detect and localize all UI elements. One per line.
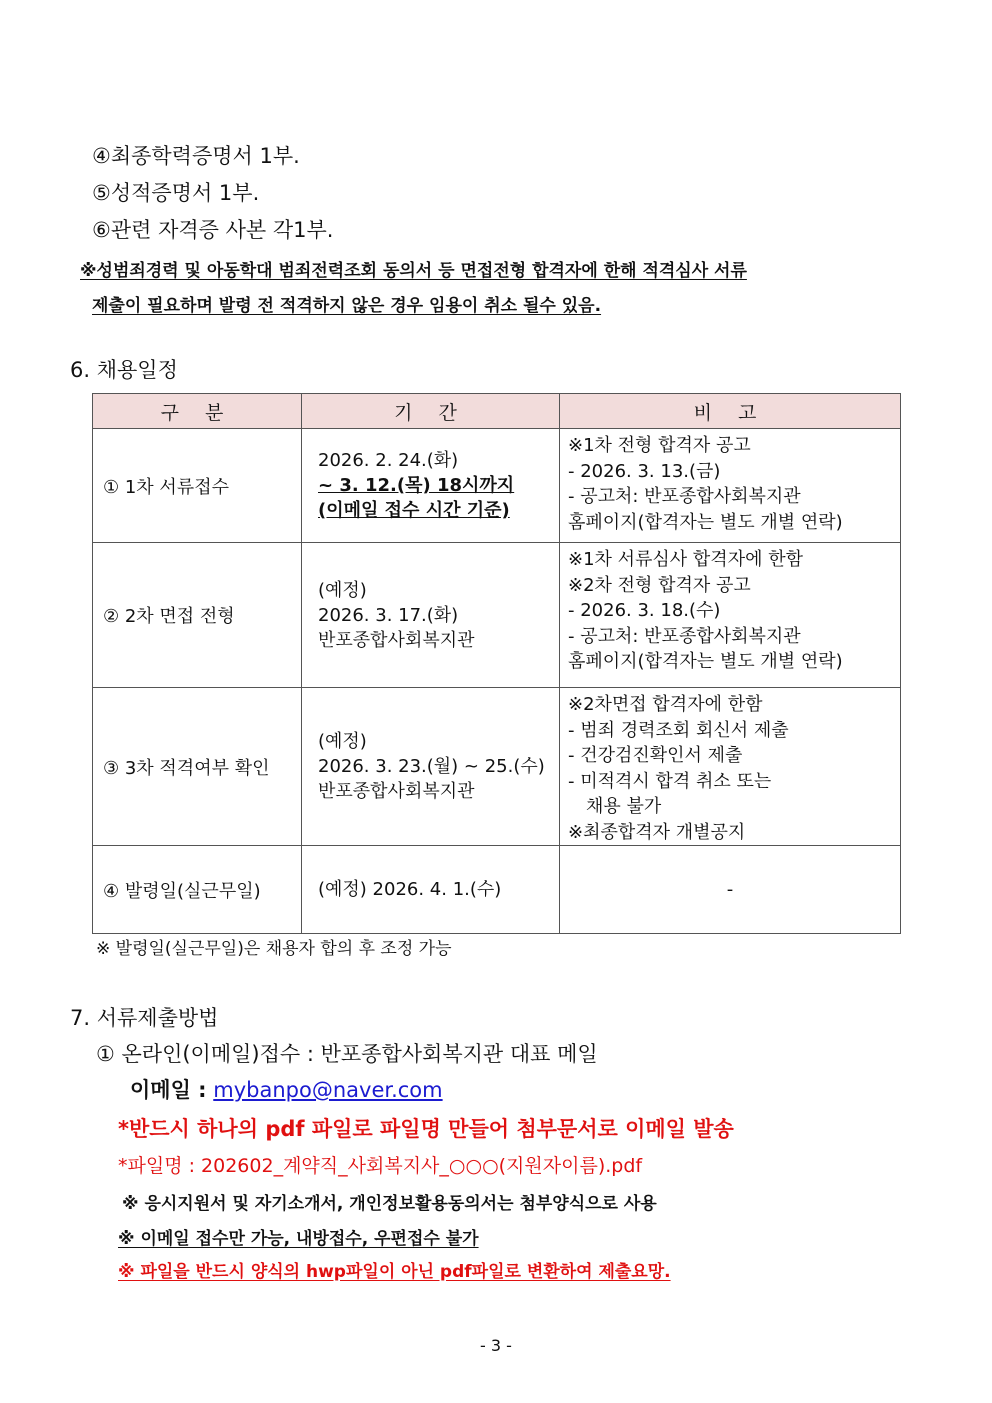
forms-note: ※ 응시지원서 및 자기소개서, 개인정보활용동의서는 첨부양식으로 사용 (122, 1194, 657, 1214)
remark-line: ※1차 서류심사 합격자에 한함 (568, 549, 803, 570)
header-remarks: 비 고 (560, 394, 901, 429)
period-cell (302, 429, 560, 543)
remark-line: ※1차 전형 합격자 공고 (568, 435, 751, 456)
period-line: 2026. 3. 17.(화) (318, 604, 459, 626)
stage-cell: ② 2차 면접 전형 (93, 543, 302, 688)
remark-line: ※2차 전형 합격자 공고 (568, 574, 751, 596)
period-line: 2026. 2. 24.(화) (318, 450, 459, 471)
email-label: 이메일 : (130, 1078, 207, 1102)
stage-cell: ① 1차 서류접수 (93, 429, 302, 543)
convert-note: ※ 파일을 반드시 양식의 hwp파일이 아닌 pdf파일로 변환하여 제출요망. (118, 1262, 671, 1282)
period-line: (예정) (318, 731, 367, 752)
remarks-cell (560, 688, 901, 846)
table-row (93, 846, 901, 934)
table-row (93, 688, 901, 846)
online-submission-line: ① 온라인(이메일)접수 : 반포종합사회복지관 대표 메일 (96, 1042, 598, 1066)
email-line (130, 1074, 443, 1104)
stage-cell: ④ 발령일(실근무일) (93, 846, 302, 934)
section-title-submission: 7. 서류제출방법 (70, 1006, 219, 1030)
remark-line: ※최종합격자 개별공지 (568, 821, 746, 843)
period-line: (예정) 2026. 4. 1.(수) (318, 879, 502, 900)
remark-line: - 건강검진확인서 제출 (568, 745, 743, 766)
pdf-note: *반드시 하나의 pdf 파일로 파일명 만들어 첨부문서로 이메일 발송 (118, 1117, 734, 1141)
remark-line: 채용 불가 (586, 796, 662, 817)
document-item-license-copy: ⑥관련 자격증 사본 각1부. (92, 218, 334, 242)
period-cell (302, 543, 560, 688)
remark-line: 홈페이지(합격자는 별도 개별 연락) (568, 651, 843, 672)
remarks-cell (560, 429, 901, 543)
period-line: 2026. 3. 23.(월) ~ 25.(수) (318, 756, 545, 777)
document-item-grade-certificate: ⑤성적증명서 1부. (92, 181, 260, 205)
remark-line: - 범죄 경력조회 회신서 제출 (568, 719, 789, 741)
remark-line: - 2026. 3. 13.(금) (568, 460, 721, 482)
page-number: - 3 - (480, 1336, 512, 1355)
email-link[interactable]: mybanpo@naver.com (213, 1078, 443, 1102)
header-period: 기 간 (302, 394, 560, 429)
remarks-cell (560, 543, 901, 688)
remarks-cell: - (560, 846, 901, 934)
remark-line: - 공고처: 반포종합사회복지관 (568, 486, 801, 507)
table-row (93, 543, 901, 688)
document-item-transcript-diploma: ④최종학력증명서 1부. (92, 144, 300, 168)
remark-line: 홈페이지(합격자는 별도 개별 연락) (568, 511, 843, 533)
table-header-row (93, 394, 901, 429)
section-title-schedule: 6. 채용일정 (70, 358, 178, 382)
period-line: 반포종합사회복지관 (318, 629, 475, 651)
stage-cell: ③ 3차 적격여부 확인 (93, 688, 302, 846)
remark-line: - 공고처: 반포종합사회복지관 (568, 625, 801, 647)
table-row (93, 429, 901, 543)
period-cell (302, 846, 560, 934)
filename-note: *파일명 : 202602_계약직_사회복지사_○○○(지원자이름).pdf (118, 1155, 643, 1177)
notice-line-2: 제출이 필요하며 발령 전 적격하지 않은 경우 임용이 취소 될수 있음. (92, 296, 602, 316)
period-line: (예정) (318, 579, 367, 601)
schedule-table (92, 393, 901, 934)
period-deadline: ~ 3. 12.(목) 18시까지 (318, 475, 515, 496)
period-line: 반포종합사회복지관 (318, 781, 475, 802)
notice-line-1: ※성범죄경력 및 아동학대 범죄전력조회 동의서 등 면접전형 합격자에 한해 적격심사 서류 (80, 261, 747, 281)
remark-line: - 2026. 3. 18.(수) (568, 600, 721, 621)
period-basis: (이메일 접수 시간 기준) (318, 500, 510, 521)
header-category: 구 분 (93, 394, 302, 429)
period-cell (302, 688, 560, 846)
schedule-footnote: ※ 발령일(실근무일)은 채용자 합의 후 조정 가능 (96, 939, 452, 959)
email-only-note: ※ 이메일 접수만 가능, 내방접수, 우편접수 불가 (118, 1229, 479, 1249)
remark-line: - 미적격시 합격 취소 또는 (568, 770, 772, 792)
remark-line: ※2차면접 합격자에 한함 (568, 694, 763, 715)
